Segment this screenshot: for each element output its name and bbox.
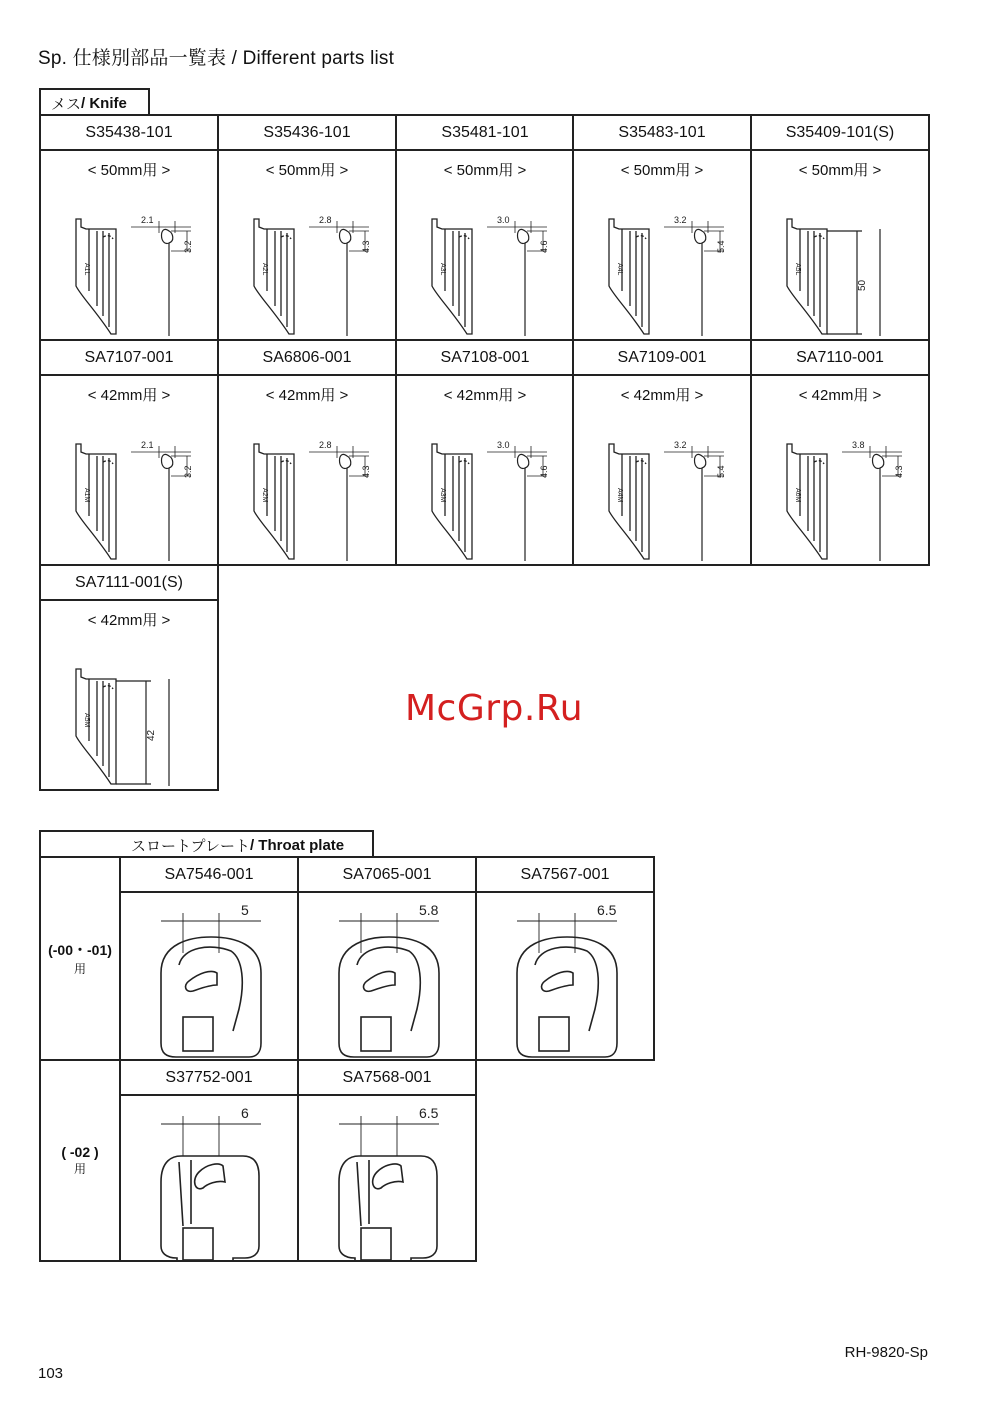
knife-blade-shape <box>254 444 294 559</box>
knife-size-label: < 42mm用 > <box>798 387 882 404</box>
throat-group1-label <box>39 856 121 1061</box>
knife-part-number: S35438-101 <box>41 116 217 151</box>
throat-plate-diagram <box>477 893 653 1059</box>
throat-dimension-lines <box>161 1116 261 1156</box>
knife-mark: A5M <box>83 713 90 728</box>
knife-size-label: < 42mm用 > <box>265 387 349 404</box>
knife-blade-shape <box>254 219 294 334</box>
knife-blade-shape <box>432 444 472 559</box>
knife-dim-width: 2.8 <box>319 215 332 225</box>
knife-part-number: SA7109-001 <box>574 341 750 376</box>
knife-cell <box>395 339 575 566</box>
knife-dim-height: 3.2 <box>183 240 193 253</box>
knife-part-number: SA7107-001 <box>41 341 217 376</box>
knife-cell <box>750 114 930 341</box>
throat-part-number: S37752-001 <box>121 1061 297 1096</box>
knife-part-number: SA6806-001 <box>219 341 395 376</box>
knife-part-number: SA7110-001 <box>752 341 928 376</box>
knife-cell <box>217 339 397 566</box>
knife-length-lines <box>827 229 880 336</box>
knife-dim-height: 4.6 <box>539 465 549 478</box>
knife-size-label: < 42mm用 > <box>620 387 704 404</box>
knife-blade-shape <box>609 444 649 559</box>
knife-size-label: < 42mm用 > <box>87 612 171 629</box>
page-title: Sp. 仕様別部品一覧表 / Different parts list <box>38 48 395 69</box>
knife-size-label: < 50mm用 > <box>620 162 704 179</box>
knife-blade-shape <box>76 219 116 334</box>
knife-dim-width: 2.1 <box>141 440 154 450</box>
throat-plate-diagram <box>121 893 297 1059</box>
throat-part-number: SA7567-001 <box>477 858 653 893</box>
knife-dim-height: 3.2 <box>183 465 193 478</box>
knife-part-number: S35436-101 <box>219 116 395 151</box>
knife-length-lines <box>116 679 169 786</box>
throat-group2-label-text: ( -02 ) <box>61 1144 99 1160</box>
knife-dim-width: 3.8 <box>852 440 865 450</box>
knife-dim-width: 3.0 <box>497 440 510 450</box>
knife-profile-shape <box>695 229 706 336</box>
knife-dim-height: 5.4 <box>716 240 726 253</box>
knife-cell <box>39 114 219 341</box>
knife-mark: A2M <box>261 488 268 503</box>
footer-model: RH-9820-Sp <box>844 1344 928 1361</box>
knife-size-label: < 50mm用 > <box>443 162 527 179</box>
knife-cell <box>572 114 752 341</box>
throat-plate-diagram <box>299 893 475 1059</box>
knife-mark: A4L <box>616 263 623 276</box>
knife-size-label: < 50mm用 > <box>265 162 349 179</box>
throat-plate-shape <box>339 937 439 1057</box>
knife-profile-shape <box>518 454 529 561</box>
knife-profile-shape <box>518 229 529 336</box>
knife-section-tab <box>39 88 150 116</box>
throat-plate-diagram <box>121 1096 297 1260</box>
knife-dim-width: 3.0 <box>497 215 510 225</box>
throat-dim: 5 <box>241 902 249 918</box>
knife-profile-shape <box>340 229 351 336</box>
knife-part-number: SA7108-001 <box>397 341 573 376</box>
throat-corner-cell <box>39 830 121 858</box>
knife-dim-length: 42 <box>146 729 157 741</box>
throat-plate-shape <box>161 1156 259 1260</box>
knife-part-number: S35481-101 <box>397 116 573 151</box>
throat-section-tab <box>119 830 374 858</box>
throat-plate-shape <box>339 1156 437 1260</box>
knife-mark: A3M <box>439 488 446 503</box>
throat-plate-cell <box>119 1059 299 1262</box>
knife-dim-width: 2.1 <box>141 215 154 225</box>
throat-part-number: SA7546-001 <box>121 858 297 893</box>
throat-plate-cell <box>297 856 477 1061</box>
footer-page-number: 103 <box>38 1365 64 1382</box>
knife-part-number: S35409-101(S) <box>752 116 928 151</box>
knife-dim-height: 4.3 <box>361 240 371 253</box>
knife-mark: A6M <box>794 488 801 503</box>
knife-cell <box>39 339 219 566</box>
throat-dim: 6 <box>241 1105 249 1121</box>
knife-blade-shape <box>432 219 472 334</box>
knife-mark: A4M <box>616 488 623 503</box>
knife-blade-shape <box>787 444 827 559</box>
throat-dim: 6.5 <box>419 1105 439 1121</box>
knife-cell <box>39 564 219 791</box>
throat-plate-diagram <box>299 1096 475 1260</box>
knife-size-label: < 42mm用 > <box>87 387 171 404</box>
knife-profile-shape <box>340 454 351 561</box>
knife-dim-width: 3.2 <box>674 440 687 450</box>
knife-dim-height: 4.3 <box>894 465 904 478</box>
knife-cell <box>572 339 752 566</box>
knife-part-number: S35483-101 <box>574 116 750 151</box>
knife-part-number: SA7111-001(S) <box>41 566 217 601</box>
throat-dim: 5.8 <box>419 902 439 918</box>
knife-profile-shape <box>162 454 173 561</box>
throat-plate-cell <box>297 1059 477 1262</box>
throat-group2-label <box>39 1059 121 1262</box>
knife-profile-shape <box>162 229 173 336</box>
watermark: McGrp.Ru <box>405 688 584 729</box>
knife-profile-shape <box>873 454 884 561</box>
knife-cell <box>750 339 930 566</box>
knife-dim-height: 4.3 <box>361 465 371 478</box>
throat-plate-shape <box>161 937 261 1057</box>
knife-mark: A3L <box>439 263 446 276</box>
knife-tab-en: / Knife <box>81 94 127 112</box>
knife-dim-width: 3.2 <box>674 215 687 225</box>
throat-plate-cell <box>119 856 299 1061</box>
throat-part-number: SA7568-001 <box>299 1061 475 1096</box>
knife-size-label: < 50mm用 > <box>798 162 882 179</box>
throat-group1-sub: 用 <box>73 962 86 976</box>
knife-dim-width: 2.8 <box>319 440 332 450</box>
knife-mark: A1L <box>83 263 90 276</box>
throat-dim: 6.5 <box>597 902 617 918</box>
knife-blade-shape <box>609 219 649 334</box>
knife-cell <box>395 114 575 341</box>
throat-tab-en: / Throat plate <box>249 836 345 854</box>
throat-dimension-lines <box>339 1116 439 1156</box>
knife-size-label: < 42mm用 > <box>443 387 527 404</box>
knife-dim-length: 50 <box>857 279 868 291</box>
throat-plate-shape <box>517 937 617 1057</box>
throat-group2-sub: 用 <box>73 1162 86 1176</box>
throat-plate-cell <box>475 856 655 1061</box>
knife-dim-height: 4.6 <box>539 240 549 253</box>
knife-mark: A1M <box>83 488 90 503</box>
knife-cell <box>217 114 397 341</box>
knife-dim-height: 5.4 <box>716 465 726 478</box>
knife-mark: A5L <box>794 263 801 276</box>
knife-blade-shape <box>76 669 116 784</box>
knife-tab-jp: メス <box>51 95 82 113</box>
throat-part-number: SA7065-001 <box>299 858 475 893</box>
throat-tab-jp: スロートプレート <box>131 837 250 855</box>
throat-group1-label-text: (-00・-01) <box>48 942 112 958</box>
knife-mark: A2L <box>261 263 268 276</box>
knife-blade-shape <box>76 444 116 559</box>
knife-size-label: < 50mm用 > <box>87 162 171 179</box>
knife-profile-shape <box>695 454 706 561</box>
knife-blade-shape <box>787 219 827 334</box>
